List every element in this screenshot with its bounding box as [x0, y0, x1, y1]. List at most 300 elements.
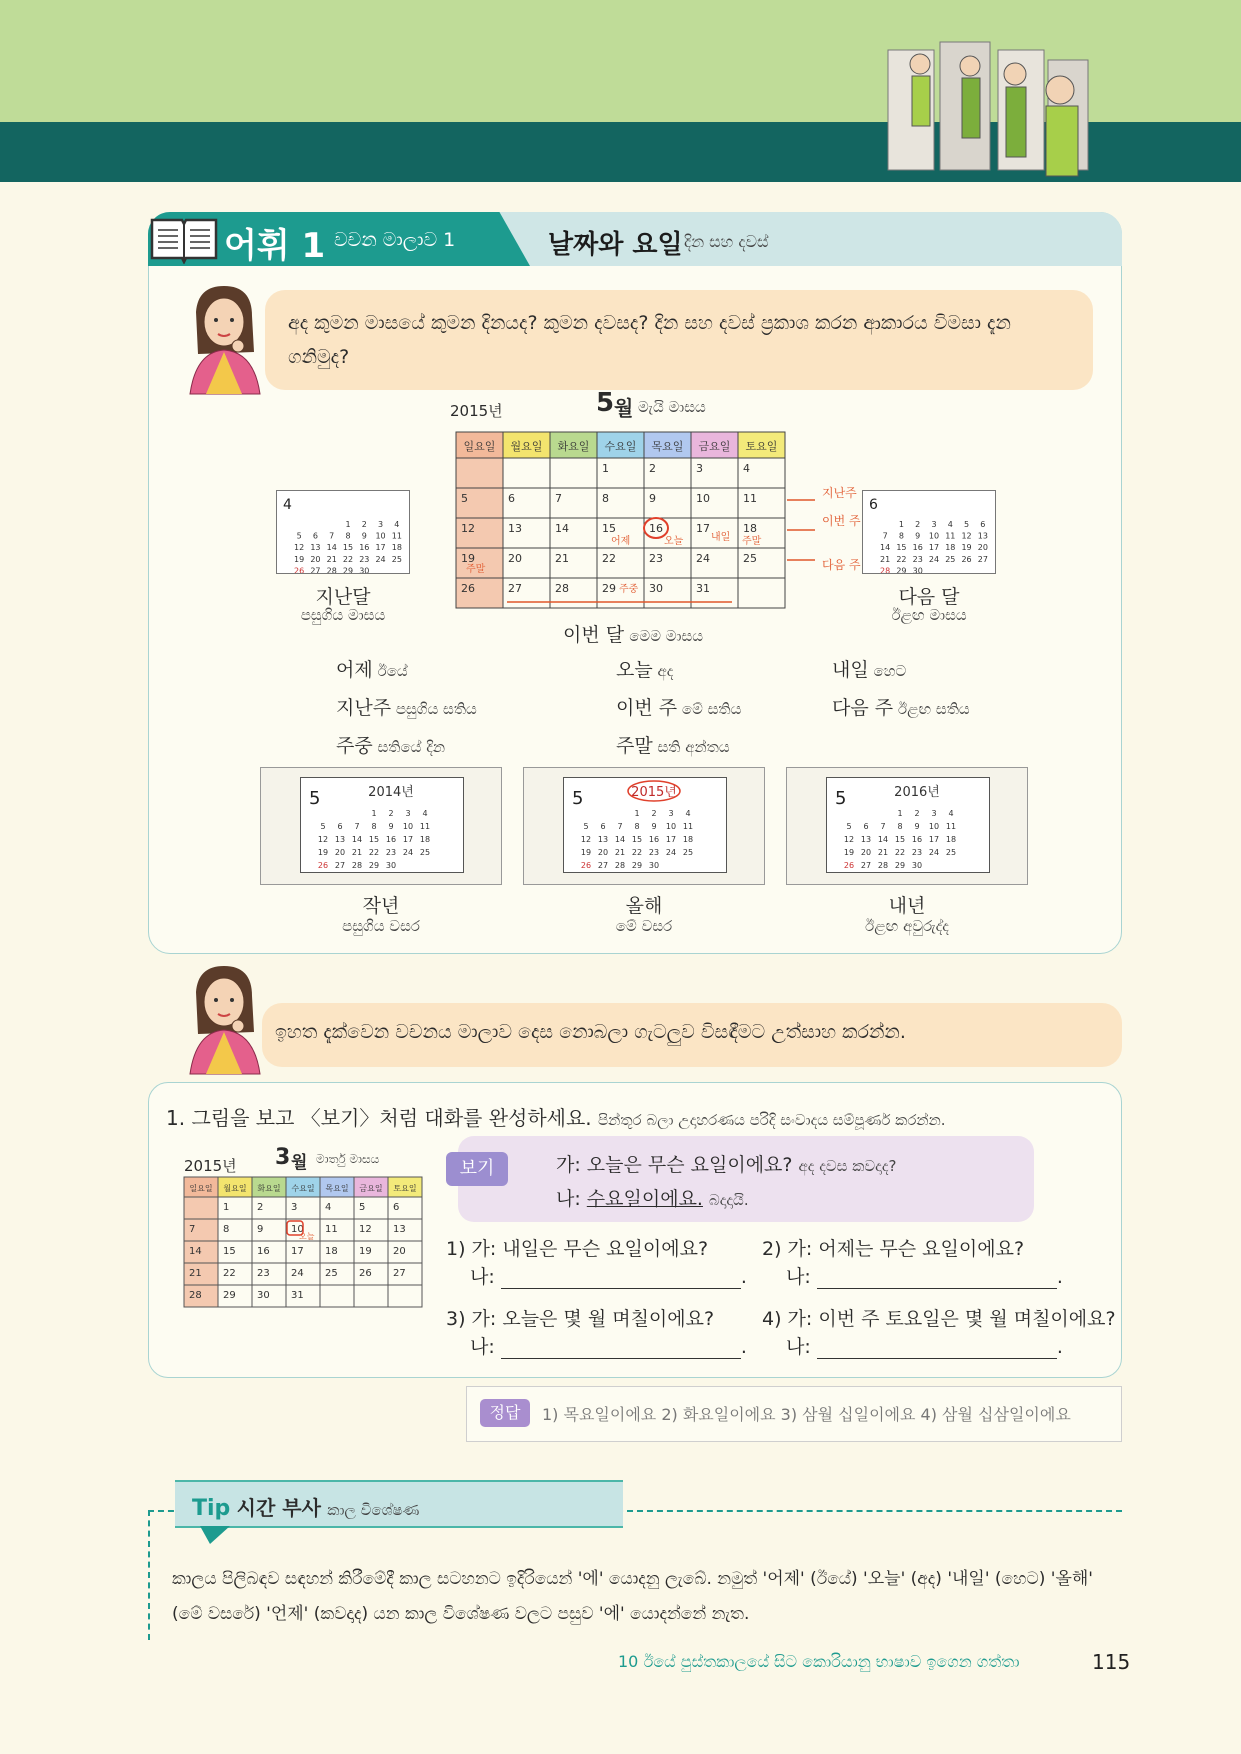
- year-calendar-day: 28: [351, 861, 363, 870]
- calendar-day: 8: [223, 1224, 230, 1235]
- calendar-day: 9: [257, 1224, 264, 1235]
- year-calendar-day: 1: [897, 809, 903, 818]
- teacher-avatar-2: [176, 962, 276, 1077]
- vocab-word-sinhala: හෙට: [868, 662, 907, 680]
- tip-title: [192, 1492, 419, 1521]
- main-calendar-month-number: 5: [596, 388, 615, 418]
- year-calendar-day: 13: [597, 835, 609, 844]
- year-calendar-day: 30: [911, 861, 923, 870]
- vocab-word-sinhala: ඊළඟ සතිය: [893, 700, 970, 718]
- year-calendar-day: 13: [334, 835, 346, 844]
- mini-calendar-day: 16: [359, 543, 370, 553]
- year-calendar-day: 4: [948, 809, 954, 818]
- calendar-cell: [503, 458, 550, 488]
- mini-calendar-day: 3: [378, 520, 384, 529]
- vocab-word-korean: 어제: [336, 659, 373, 681]
- tip-body: කාලය පිලිබඳව සඳහන් කිරීමේදී කාල සටහනට ඉදිරියෙන් '에' යොදනු ලැබේ. නමුත් '어제' (ඊයේ) '오늘' (අද) '내일' (හෙට) '올해' (මේ වසරේ) '언제' (කවදාද) යන කාල විශේෂණ වලට පසුව '에' යොදන්නේ නැත.: [172, 1569, 1093, 1624]
- calendar-day: 18: [325, 1246, 338, 1257]
- tip-dashed-vertical: [148, 1510, 150, 1640]
- year-calendar-day: 9: [388, 822, 394, 831]
- year-calendar-day: 16: [911, 835, 923, 844]
- answer-prefix-3: 나:: [470, 1336, 495, 1358]
- mini-calendar-day: 19: [961, 543, 972, 553]
- mini-calendar-day: 17: [375, 543, 386, 553]
- this-month-caption-sinhala: මෙම මාසය: [629, 627, 704, 645]
- annotation-weekdays: 주중: [619, 584, 639, 595]
- annotation-today: 오늘: [664, 536, 684, 547]
- year-calendar-day: 27: [860, 861, 872, 870]
- answer-line-1: 나: .: [470, 1266, 747, 1288]
- year-calendar-day: 29: [631, 861, 643, 870]
- year-calendar-day: 26: [317, 861, 329, 870]
- calendar-day: 11: [325, 1224, 338, 1235]
- year-calendar-day: 11: [682, 822, 694, 831]
- weekday-header-label: 화요일: [557, 440, 590, 453]
- vocab-word-sinhala: අද: [652, 662, 674, 680]
- previous-month-calendar: [276, 490, 410, 574]
- page-number: 115: [1092, 1650, 1131, 1674]
- year-calendar-day: 1: [634, 809, 640, 818]
- calendar-day: 22: [223, 1268, 236, 1279]
- year-calendar-day: 23: [911, 848, 923, 857]
- annotation-weekend-sunday: 주말: [466, 564, 486, 575]
- year-calendar-day: 30: [648, 861, 660, 870]
- year-calendar-day: 5: [320, 822, 326, 831]
- example-question-korean: 가: 오늘은 무슨 요일이에요?: [556, 1154, 793, 1176]
- year-calendar-day: 22: [894, 848, 906, 857]
- year-calendar-day: 27: [597, 861, 609, 870]
- calendar-day: 17: [291, 1246, 304, 1257]
- answer-key-text: 1) 목요일이에요 2) 화요일이에요 3) 삼월 십일이에요 4) 삼월 십삼일이에요: [542, 1405, 1071, 1424]
- calendar-day: 14: [555, 522, 569, 535]
- calendar-cell: [550, 458, 597, 488]
- calendar-day: 4: [743, 462, 750, 475]
- example-tag: 보기: [446, 1152, 508, 1186]
- mini-calendar-day: 22: [342, 554, 354, 564]
- main-calendar: [452, 428, 862, 612]
- example-question: [556, 1150, 896, 1177]
- year-calendar-day: 19: [580, 848, 592, 857]
- mini-calendar-day: 1: [898, 520, 904, 529]
- mini-calendar-day: 14: [326, 543, 337, 553]
- year-calendar-day: 18: [682, 835, 694, 844]
- weekday-header-label: 월요일: [223, 1184, 247, 1193]
- next-month-calendar: [862, 490, 996, 574]
- question-1: 1) 가: 내일은 무슨 요일이에요?: [446, 1238, 709, 1260]
- calendar-day: 18: [743, 522, 757, 535]
- question-3: 3) 가: 오늘은 몇 월 며칠이에요?: [446, 1308, 715, 1330]
- weekday-header-label: 금요일: [359, 1184, 383, 1193]
- tip-title-korean: 시간 부사: [236, 1496, 321, 1520]
- annotation-weekend-saturday: 주말: [742, 536, 762, 547]
- mini-calendar-day: 15: [342, 543, 354, 553]
- open-book-icon: [148, 214, 220, 264]
- calendar-day: 23: [257, 1268, 270, 1279]
- year-calendar-day: 4: [685, 809, 691, 818]
- calendar-day: 13: [508, 522, 522, 535]
- year-calendar-year: 2015년: [631, 785, 677, 800]
- vocab-word-sinhala: ඊයේ: [372, 662, 408, 680]
- practice-calendar-year: 2015년: [184, 1157, 237, 1175]
- teacher-avatar: [176, 282, 276, 397]
- year-calendar-day: 21: [351, 848, 363, 857]
- calendar-day: 11: [743, 492, 757, 505]
- year-calendar-day: 2: [914, 809, 920, 818]
- annotation-last-week: 지난주: [822, 486, 857, 500]
- mini-calendar-day: 26: [961, 554, 972, 564]
- weekday-header-label: 금요일: [698, 440, 731, 453]
- mini-calendar-day: 22: [896, 554, 907, 564]
- weekday-header-label: 월요일: [510, 440, 543, 453]
- year-calendar-day: 8: [897, 822, 903, 831]
- year-caption-sinhala: පසුගිය වසර: [342, 917, 420, 935]
- year-calendar-year: 2016년: [894, 785, 940, 800]
- year-calendar-day: 1: [371, 809, 377, 818]
- section-title-sinhala: වචන මාලාව 1: [334, 229, 456, 251]
- calendar-day: 20: [508, 552, 522, 565]
- year-calendar-day: 25: [945, 848, 957, 857]
- mini-calendar-day: 5: [296, 531, 302, 541]
- year-caption-sinhala: ඊළඟ අවුරුද්ද: [865, 917, 949, 935]
- year-calendar-day: 2: [388, 809, 394, 818]
- calendar-day: 5: [461, 492, 468, 505]
- answer-line-2: 나: .: [786, 1266, 1063, 1288]
- year-calendar-day: 17: [402, 835, 414, 844]
- mini-calendar-day: 2: [915, 520, 921, 529]
- calendar-day: 7: [189, 1224, 196, 1235]
- calendar-day: 1: [602, 462, 609, 475]
- year-calendar-day: 25: [419, 848, 431, 857]
- year-calendar-day: 15: [631, 835, 643, 844]
- vocab-word: [832, 693, 970, 720]
- question-2: 2) 가: 어제는 무슨 요일이에요?: [762, 1238, 1025, 1260]
- calendar-day: 20: [393, 1246, 406, 1257]
- vocab-word-korean: 내일: [832, 659, 869, 681]
- example-answer-sinhala: බදාදායි.: [709, 1191, 749, 1209]
- next-month-caption-korean: 다음 달: [898, 586, 960, 608]
- mini-calendar-day: 24: [375, 554, 386, 564]
- year-caption-sinhala: මේ වසර: [615, 917, 673, 935]
- example-question-sinhala: අද දවස කවදාද?: [798, 1157, 897, 1175]
- main-calendar-month-korean: 월: [614, 396, 634, 420]
- year-calendar-day: 10: [402, 822, 414, 831]
- mini-calendar-day: 12: [294, 543, 305, 553]
- mini-calendar-day: 25: [945, 554, 956, 564]
- vocab-word-korean: 오늘: [616, 659, 653, 681]
- calendar-day: 16: [257, 1246, 270, 1257]
- year-calendar-day: 19: [843, 848, 855, 857]
- calendar-day: 27: [508, 582, 522, 595]
- calendar-day: 21: [189, 1268, 202, 1279]
- calendar-day: 21: [555, 552, 569, 565]
- mini-calendar-day: 13: [977, 531, 988, 541]
- mini-calendar-day: 7: [882, 531, 888, 541]
- mini-calendar-day: 27: [310, 566, 321, 574]
- previous-month-caption-korean: 지난달: [315, 586, 371, 608]
- weekday-header-label: 수요일: [291, 1184, 315, 1193]
- year-calendar-day: 16: [648, 835, 660, 844]
- year-calendar-day: 18: [419, 835, 431, 844]
- mini-calendar-day: 2: [361, 520, 367, 529]
- this-month-caption-korean: 이번 달: [563, 624, 625, 646]
- vocab-word: [336, 731, 445, 758]
- year-calendar-day: 12: [580, 835, 592, 844]
- example-answer: [556, 1184, 749, 1211]
- mini-calendar-day: 11: [945, 531, 956, 541]
- year-calendar-day: 16: [385, 835, 397, 844]
- mini-calendar-day: 19: [294, 554, 305, 564]
- year-calendar-day: 20: [334, 848, 346, 857]
- practice-calendar-month-number: 3: [275, 1145, 291, 1170]
- annotation-this-week: 이번 주: [822, 514, 861, 528]
- year-calendar-day: 14: [614, 835, 626, 844]
- vocab-word-sinhala: සති අන්තය: [652, 738, 730, 756]
- annotation-tomorrow: 내일: [711, 532, 731, 543]
- calendar-day: 16: [649, 522, 663, 535]
- footer-chapter: 10 ඊයේ පුස්තකාලයේ සිට කොරියානු භාෂාව ඉගෙන ගත්තා: [618, 1652, 1020, 1671]
- answer-prefix-2: 나:: [786, 1266, 811, 1288]
- answer-blank-1[interactable]: [501, 1269, 741, 1289]
- year-calendar-day: 22: [631, 848, 643, 857]
- year-calendar-year: 2014년: [368, 785, 414, 800]
- mini-calendar-day: 28: [880, 566, 891, 574]
- previous-month-caption-sinhala: පසුගිය මාසය: [300, 606, 386, 624]
- practice-title-korean: 1. 그림을 보고 〈보기〉처럼 대화를 완성하세요.: [166, 1106, 592, 1130]
- year-calendar: [826, 777, 990, 873]
- calendar-cell: [738, 578, 785, 608]
- calendar-day: 14: [189, 1246, 202, 1257]
- year-calendar-day: 6: [863, 822, 869, 831]
- year-calendar-day: 29: [894, 861, 906, 870]
- calendar-cell: [320, 1285, 354, 1307]
- year-calendar-day: 8: [634, 822, 640, 831]
- vocab-word-sinhala: පසුගිය සතිය: [391, 700, 477, 718]
- mini-calendar-day: 13: [310, 543, 321, 553]
- section-title-korean: 어휘 1: [224, 226, 326, 266]
- calendar-day: 10: [696, 492, 710, 505]
- weekday-header-label: 토요일: [745, 440, 778, 453]
- year-calendar-day: 28: [614, 861, 626, 870]
- year-calendar-day: 13: [860, 835, 872, 844]
- weekday-header-label: 토요일: [393, 1184, 417, 1193]
- calendar-day: 23: [649, 552, 663, 565]
- mini-calendar-day: 25: [391, 554, 402, 564]
- year-calendar-day: 11: [419, 822, 431, 831]
- year-calendar-day: 14: [877, 835, 889, 844]
- weekday-header-label: 목요일: [651, 440, 684, 453]
- mini-calendar-day: 4: [394, 520, 400, 529]
- mini-calendar-day: 29: [896, 566, 907, 574]
- mini-calendar-day: 20: [310, 554, 321, 564]
- year-calendar-day: 23: [385, 848, 397, 857]
- practice-bubble-text: ඉහත දැක්වෙන වචනය මාලාව දෙස නොබලා ගැටලුව විසඳීමට උත්සාහ කරන්න.: [275, 1021, 906, 1043]
- calendar-cell: [354, 1285, 388, 1307]
- mini-calendar-day: 17: [928, 543, 940, 553]
- year-calendar-day: 8: [371, 822, 377, 831]
- year-calendar-day: 9: [651, 822, 657, 831]
- vocab-word-grid: [276, 655, 1076, 765]
- mini-calendar-day: 23: [359, 554, 370, 564]
- mini-calendar-month: 6: [869, 497, 878, 513]
- answer-blank-2[interactable]: [817, 1269, 1057, 1289]
- calendar-day: 15: [602, 522, 616, 535]
- today-label: 오늘: [299, 1232, 315, 1241]
- mini-calendar-day: 20: [977, 543, 988, 553]
- mini-calendar-day: 3: [931, 520, 937, 529]
- mini-calendar-day: 21: [880, 554, 891, 564]
- year-caption-korean: 내년: [888, 895, 926, 917]
- year-calendar-month: 5: [309, 788, 321, 809]
- practice-calendar-month-korean: 월: [291, 1153, 308, 1173]
- answer-blank-4[interactable]: [817, 1339, 1057, 1359]
- calendar-day: 26: [461, 582, 475, 595]
- mini-calendar-day: 8: [898, 531, 904, 541]
- mini-calendar-day: 29: [342, 566, 354, 574]
- vocab-word: [616, 693, 741, 720]
- mini-calendar-month: 4: [283, 497, 292, 513]
- vocab-word-korean: 이번 주: [616, 697, 678, 719]
- year-calendar-month: 5: [572, 788, 584, 809]
- year-calendar-day: 24: [665, 848, 677, 857]
- calendar-day: 24: [696, 552, 710, 565]
- mini-calendar-day: 1: [345, 520, 351, 529]
- calendar-day: 30: [257, 1290, 270, 1301]
- answer-key-tag: 정답: [480, 1399, 530, 1427]
- year-calendar-day: 22: [368, 848, 380, 857]
- calendar-day: 27: [393, 1268, 406, 1279]
- calendar-day: 7: [555, 492, 562, 505]
- year-calendar-day: 5: [583, 822, 589, 831]
- year-calendar-day: 10: [928, 822, 940, 831]
- calendar-day: 28: [189, 1290, 202, 1301]
- answer-blank-3[interactable]: [501, 1339, 741, 1359]
- mini-calendar-day: 10: [928, 531, 940, 541]
- year-calendar-day: 17: [928, 835, 940, 844]
- year-calendar-day: 6: [337, 822, 343, 831]
- tip-label: Tip: [192, 1496, 231, 1521]
- weekday-header-label: 목요일: [325, 1184, 349, 1193]
- calendar-day: 29: [223, 1290, 236, 1301]
- answer-prefix-1: 나:: [470, 1266, 495, 1288]
- year-calendar-day: 23: [648, 848, 660, 857]
- weekday-header-label: 화요일: [257, 1184, 281, 1193]
- vocab-word-korean: 다음 주: [832, 697, 894, 719]
- mini-calendar-day: 4: [947, 520, 953, 529]
- calendar-day: 29: [602, 582, 616, 595]
- mini-calendar-day: 27: [977, 554, 988, 564]
- question-4: 4) 가: 이번 주 토요일은 몇 월 며칠이에요?: [762, 1308, 1116, 1330]
- main-calendar-month-sinhala: මැයි මාසය: [638, 398, 706, 416]
- year-calendar-day: 5: [846, 822, 852, 831]
- calendar-day: 26: [359, 1268, 372, 1279]
- practice-title-sinhala: පින්තූර බලා උදාහරණය පරිදි සංවාදය සම්පූර්ණ කරන්න.: [598, 1111, 946, 1129]
- mini-calendar-day: 18: [391, 543, 402, 553]
- year-calendar-day: 26: [580, 861, 592, 870]
- year-calendar-day: 7: [354, 822, 360, 831]
- year-calendar: [563, 777, 727, 873]
- calendar-day: 19: [461, 552, 475, 565]
- year-caption-korean: 올해: [625, 895, 663, 917]
- year-calendar-day: 17: [665, 835, 677, 844]
- year-calendar-day: 7: [617, 822, 623, 831]
- year-calendar-day: 12: [843, 835, 855, 844]
- mini-calendar-day: 7: [329, 531, 335, 541]
- answer-line-4: 나: .: [786, 1336, 1063, 1358]
- mini-calendar-day: 30: [359, 566, 370, 574]
- calendar-day: 13: [393, 1224, 406, 1235]
- mini-calendar-day: 6: [312, 531, 318, 541]
- annotation-yesterday: 어제: [611, 536, 631, 547]
- year-calendar-day: 27: [334, 861, 346, 870]
- year-calendar-day: 3: [405, 809, 411, 818]
- mini-calendar-day: 11: [391, 531, 402, 541]
- main-calendar-year: 2015년: [450, 402, 503, 420]
- vocab-word: [616, 655, 673, 682]
- practice-title: [166, 1102, 946, 1131]
- calendar-day: 10: [291, 1224, 304, 1235]
- calendar-day: 4: [325, 1202, 332, 1213]
- workers-illustration: [880, 20, 1100, 182]
- mini-calendar-day: 28: [326, 566, 337, 574]
- tip-title-sinhala: කාල විශේෂණ: [327, 1501, 420, 1519]
- mini-calendar-day: 24: [928, 554, 940, 564]
- answer-prefix-4: 나:: [786, 1336, 811, 1358]
- calendar-day: 19: [359, 1246, 372, 1257]
- calendar-day: 17: [696, 522, 710, 535]
- year-calendar-day: 18: [945, 835, 957, 844]
- mini-calendar-day: 6: [980, 520, 986, 529]
- calendar-day: 1: [223, 1202, 230, 1213]
- year-calendar-day: 12: [317, 835, 329, 844]
- calendar-cell: [388, 1285, 422, 1307]
- calendar-day: 12: [461, 522, 475, 535]
- calendar-day: 6: [508, 492, 515, 505]
- example-answer-korean: 수요일이에요.: [586, 1188, 703, 1210]
- year-calendar-day: 10: [665, 822, 677, 831]
- year-calendar-day: 20: [860, 848, 872, 857]
- calendar-day: 12: [359, 1224, 372, 1235]
- mini-calendar-day: 9: [915, 531, 921, 541]
- vocab-word: [616, 731, 730, 758]
- calendar-day: 22: [602, 552, 616, 565]
- weekday-header-label: 일요일: [463, 440, 496, 453]
- vocab-word-sinhala: මේ සතිය: [677, 700, 742, 718]
- vocab-word: [832, 655, 906, 682]
- year-calendar-month: 5: [835, 788, 847, 809]
- mini-calendar-day: 10: [375, 531, 386, 541]
- vocab-word-korean: 주말: [616, 735, 653, 757]
- calendar-day: 24: [291, 1268, 304, 1279]
- calendar-day: 2: [649, 462, 656, 475]
- year-calendar-day: 19: [317, 848, 329, 857]
- calendar-day: 31: [696, 582, 710, 595]
- vocab-word: [336, 655, 408, 682]
- calendar-day: 25: [743, 552, 757, 565]
- year-calendars: [260, 767, 1030, 947]
- calendar-day: 15: [223, 1246, 236, 1257]
- year-calendar-day: 11: [945, 822, 957, 831]
- year-calendar-day: 15: [368, 835, 380, 844]
- calendar-day: 6: [393, 1202, 400, 1213]
- topic-title-sinhala: දින සහ දවස්: [684, 232, 769, 251]
- mini-calendar-day: 8: [345, 531, 351, 541]
- mini-calendar-day: 5: [964, 520, 970, 529]
- intro-bubble-text: අද කුමන මාසයේ කුමන දිනයද? කුමන දවසද? දින සහ දවස් ප්‍රකාශ කරන ආකාරය විමසා දැන ගනිමුද?: [288, 312, 1011, 368]
- vocab-word-korean: 지난주: [336, 697, 392, 719]
- mini-calendar-day: 9: [361, 531, 367, 541]
- topic-title-korean: 날짜와 요일: [548, 230, 683, 260]
- calendar-day: 2: [257, 1202, 264, 1213]
